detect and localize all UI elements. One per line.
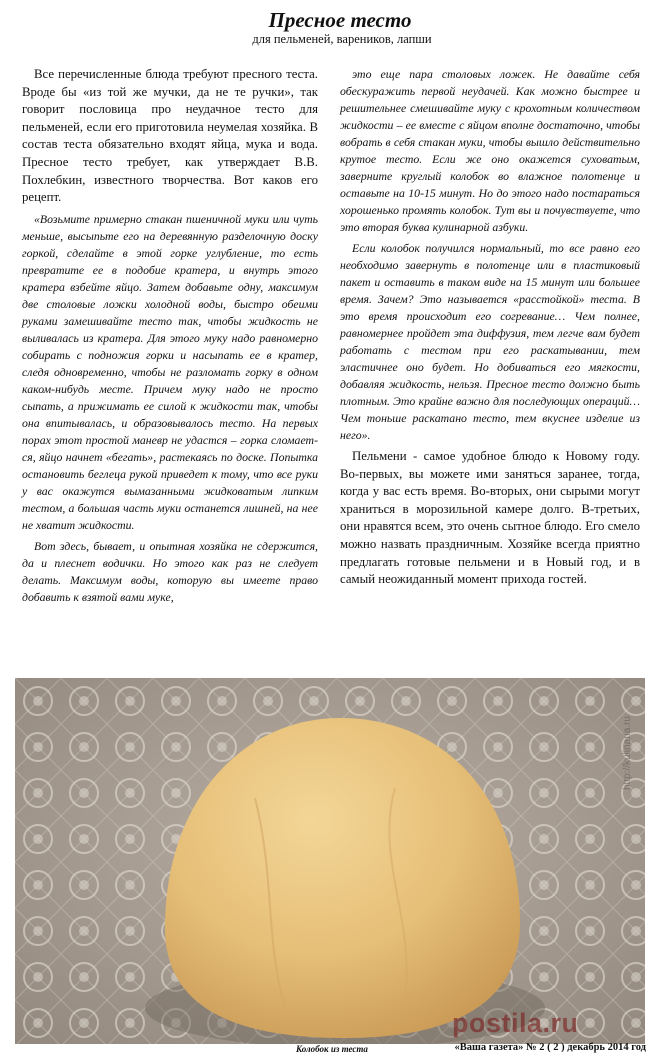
article-title: Пресное тесто [268, 8, 412, 32]
left-column [22, 66, 318, 610]
recipe-quote-paragraph: «Возьмите примерно стакан пшеничной муки или чуть меньше, высыпьте его на деревянную разделочную доску горкой, сделайте в этой горке углубление, то есть превратите ее в подобие кратера, и внутрь этого кратера взбейте яйцо. Затем добавьте одну, максимум две столовые ложки холодной воды, быстро обеими руками замешивайте тесто так, чтобы жидкость не выливалась из кратера. Для этого муку надо равномерно собирать с подножия горки и насыпать ее в кратер, следя одновременно, чтобы не разломать горку в одном каком-нибудь месте. Причем муку надо не просто сыпать, а прижимать ее силой к жидкости так, чтобы она впитывалась, и образовывалось тесто. На первых порах этот простой маневр не удастся – горка сломается, яйцо начнет «бегать», растекаясь по доске. Попытка остановить беглеца рукой приведет к тому, что все руки у вас окажутся вымазанными жидковатым липким тестом, а большая часть муки останется лишней, на нее не хватит жидкости. [22, 211, 318, 532]
pelmeni-paragraph: Пельмени - самое удобное блюдо к Новому году. Во-первых, вы можете ими заняться заранее, тогда, когда у вас есть время. Во-вторых, они сырыми могут храниться в морозильной камере долго. В-третьих, они нравятся всем, это очень сытное блюдо. Его смело можно назвать праздничным. Хозяйке всегда приятно предлагать готовые пельмени и в Новый год, и в самый неожиданный момент прихода гостей. [340, 449, 640, 587]
issue-footer: «Ваша газета» № 2 ( 2 ) декабрь 2014 год [454, 1042, 646, 1053]
right-column [340, 66, 640, 593]
kneading-paragraph: это еще пара столовых ложек. Не давайте себя обескуражить первой неудачей. Как можно быстрее и решительнее смешивайте муку с крохотным количеством жидкости – ее вместе с яйцом вполне достаточно, чтобы вобрать в себя стакан муки, чтобы вышло действительно крутое тесто. Если же оно окажется суховатым, заверните круглый колобок во влажное полотенце и оставьте на 10-15 минут. Но до этого надо постараться хорошенько промять колобок. Тут вы и почувствуете, что это вторая буква кулинарной азбуки. [340, 67, 640, 234]
intro-paragraph: Все перечисленные блюда требуют пресного теста. Вроде бы «из той же мучки, да не те ручки», так говорит пословица про неудачное тесто для пельменей, если его приготовила неумелая хозяйка. В состав теста обязательно входят яйца, мука и вода. Пресное тесто требует, как утверждает В.В. Похлебкин, известного творчества. Вот каков его рецепт. [22, 67, 318, 205]
postila-watermark: postila.ru [452, 1008, 579, 1038]
dough-ball-photo [15, 678, 645, 1044]
photo-caption: Колобок из теста [296, 1044, 368, 1054]
article-header [0, 8, 660, 46]
resting-paragraph: Если колобок получился нормальный, то все равно его необходимо завернуть в полотенце или в пластиковый пакет и оставить в таком виде на 15 минут или большее время. Зачем? Это называется «расстойкой» теста. В это время происходит его согревание… Чем полнее, равномернее пройдет эта диффузия, тем легче вам будет работать с тестом при его раскатывании, тем эластичнее оно будет. Но добиваться его мягкости, добавляя жидкость, нельзя. Пресное тесто должно быть плотным. Это крайне важно для последующих операций… Чем тоньше раскатано тесто, тем вкуснее изделие из него». [340, 241, 640, 442]
article-subtitle: для пельменей, вареников, лапши [252, 32, 432, 46]
side-watermark: http://kulinaria.ru [622, 716, 633, 790]
water-warning-paragraph: Вот здесь, бывает, и опытная хозяйка не сдержится, да и плеснет водички. Но этого как раз не следует делать. Максимум воды, которую вы имеете право добавить к взятой вами муке, [22, 538, 318, 604]
